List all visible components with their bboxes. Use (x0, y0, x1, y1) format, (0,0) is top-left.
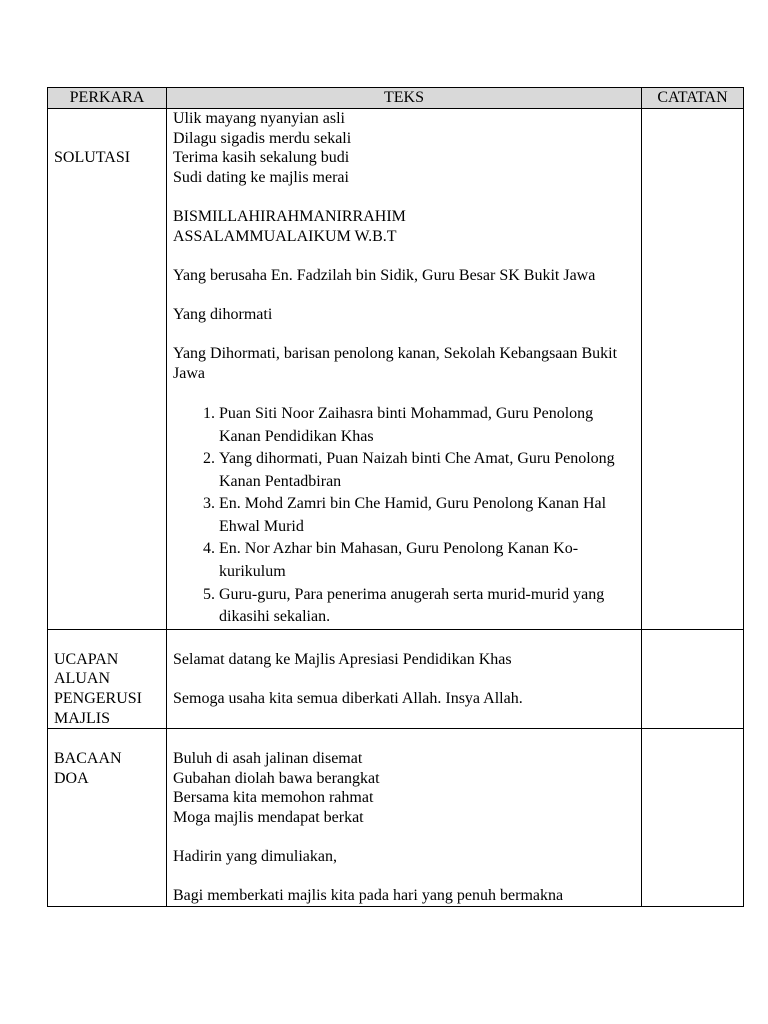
row-solutasi (48, 109, 744, 630)
header-teks: TEKS (167, 88, 642, 109)
list-item: 3. En. Mohd Zamri bin Che Hamid, Guru Penolong Kanan Hal Ehwal Murid (219, 493, 635, 538)
program-script-table (47, 87, 744, 907)
label-ucapan-aluan (54, 630, 160, 728)
greeting-bismillah: BISMILLAHIRAHMANIRRAHIM (173, 207, 406, 225)
cell-teks-solutasi (167, 109, 642, 630)
label-line: BACAAN (54, 750, 122, 768)
cell-catatan-doa (642, 729, 744, 907)
list-item: 2. Yang dihormati, Puan Naizah binti Che Amat, Guru Penolong Kanan Pentadbiran (219, 448, 635, 493)
label-line: MAJLIS (54, 709, 111, 727)
pantun-line: Terima kasih sekalung budi (173, 149, 350, 167)
label-solutasi: SOLUTASI (54, 149, 131, 166)
label-line: UCAPAN (54, 650, 119, 668)
pantun-line: Gubahan diolah bawa berangkat (173, 769, 380, 787)
pantun-line: Dilagu sigadis merdu sekali (173, 129, 352, 147)
label-line: ALUAN (54, 670, 110, 688)
cell-perkara-solutasi (48, 109, 167, 630)
audience-address: Hadirin yang dimuliakan, (173, 848, 337, 866)
label-line: DOA (54, 769, 89, 787)
list-item: 1. Puan Siti Noor Zaihasra binti Mohammad, Guru Penolong Kanan Pendidikan Khas (219, 403, 635, 448)
list-item: 5. Guru-guru, Para penerima anugerah serta murid-murid yang dikasihi sekalian. (219, 584, 635, 629)
cell-perkara-doa (48, 729, 167, 907)
cell-catatan-ucapan (642, 629, 744, 728)
welcome-line: Selamat datang ke Majlis Apresiasi Pendidikan Khas (173, 650, 512, 668)
greeting-salam: ASSALAMMUALAIKUM W.B.T (173, 227, 397, 245)
label-bacaan-doa (54, 729, 160, 788)
pantun-line: Bersama kita memohon rahmat (173, 789, 374, 807)
header-row (48, 88, 744, 109)
pantun-line: Sudi dating ke majlis merai (173, 168, 349, 186)
blessing-line: Semoga usaha kita semua diberkati Allah. Insya Allah. (173, 690, 523, 708)
pantun-line: Buluh di asah jalinan disemat (173, 750, 363, 768)
header-catatan: CATATAN (642, 88, 744, 109)
cell-perkara-ucapan (48, 629, 167, 728)
header-perkara: PERKARA (48, 88, 167, 109)
respected-general: Yang dihormati (173, 305, 273, 323)
row-bacaan-doa (48, 729, 744, 907)
respected-deputies: Yang Dihormati, barisan penolong kanan, Sekolah Kebangsaan Bukit Jawa (173, 345, 618, 382)
doa-intro-line: Bagi memberkati majlis kita pada hari yang penuh bermakna (173, 887, 564, 905)
pantun-line: Ulik mayang nyanyian asli (173, 110, 345, 127)
row-ucapan-aluan (48, 629, 744, 728)
cell-teks-ucapan (167, 629, 642, 728)
list-item: 4. En. Nor Azhar bin Mahasan, Guru Penolong Kanan Ko-kurikulum (219, 538, 635, 583)
label-line: PENGERUSI (54, 690, 143, 708)
pantun-opening (173, 109, 635, 187)
pantun-doa (173, 749, 635, 827)
cell-catatan-solutasi (642, 109, 744, 630)
dignitaries-list (173, 403, 635, 629)
respected-headmaster: Yang berusaha En. Fadzilah bin Sidik, Guru Besar SK Bukit Jawa (173, 266, 596, 284)
cell-teks-doa (167, 729, 642, 907)
pantun-line: Moga majlis mendapat berkat (173, 809, 364, 826)
